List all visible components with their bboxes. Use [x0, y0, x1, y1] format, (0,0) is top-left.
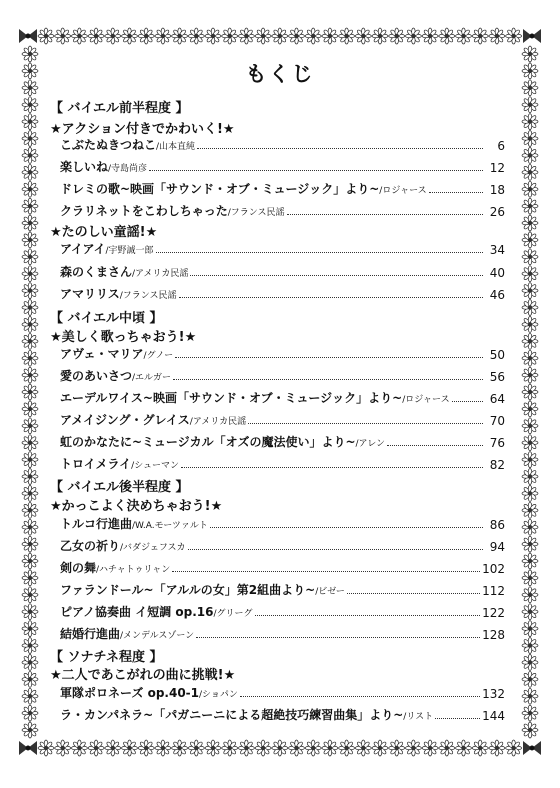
flower-ornament	[105, 28, 121, 44]
flower-ornament	[472, 28, 488, 44]
entry-title: クラリネットをこわしちゃった	[60, 204, 228, 218]
entry-composer: /ロジャース	[379, 186, 427, 196]
ribbon-ornament	[19, 29, 37, 43]
flower-ornament	[22, 485, 38, 501]
page-number: 82	[489, 458, 505, 472]
flower-ornament	[339, 740, 355, 756]
ribbon-ornament	[523, 741, 541, 755]
flower-ornament	[522, 604, 538, 620]
page-number: 18	[489, 183, 505, 197]
flower-ornament	[71, 740, 87, 756]
entry-composer: /寺島尚彦	[108, 164, 148, 174]
flower-ornament	[522, 316, 538, 332]
toc-entry[interactable]	[60, 135, 505, 153]
toc-entry[interactable]	[60, 157, 505, 175]
flower-ornament	[522, 705, 538, 721]
entry-composer: /W.A.モーツァルト	[132, 521, 208, 531]
dot-leader	[149, 169, 483, 171]
toc-entry[interactable]	[60, 284, 505, 302]
dot-leader	[156, 251, 483, 253]
flower-ornament	[456, 740, 472, 756]
group-heading: ★かっこよく決めちゃおう!★	[50, 499, 223, 514]
dot-leader	[248, 422, 483, 424]
flower-ornament	[522, 147, 538, 163]
flower-ornament	[522, 266, 538, 282]
flower-ornament	[22, 604, 38, 620]
entry-title: トロイメライ	[60, 457, 132, 471]
entry-title: アマリリス	[60, 287, 120, 301]
flower-ornament	[506, 28, 522, 44]
toc-entry[interactable]	[60, 705, 505, 723]
entry-composer: /ショパン	[199, 690, 238, 700]
entry-composer: /山本直純	[156, 142, 196, 152]
flower-ornament	[522, 283, 538, 299]
flower-ornament	[522, 671, 538, 687]
entry-composer: /フランス民謡	[227, 208, 285, 218]
entry-title: エーデルワイス~映画「サウンド・オブ・ミュージック」より~	[60, 391, 403, 405]
group-heading: ★たのしい童謡!★	[50, 225, 158, 240]
dot-leader	[181, 466, 483, 468]
flower-ornament	[372, 740, 388, 756]
flower-ornament	[138, 28, 154, 44]
flower-ornament	[506, 740, 522, 756]
flower-ornament	[522, 570, 538, 586]
flower-ornament	[522, 637, 538, 653]
dot-leader	[429, 191, 483, 193]
toc-entry[interactable]	[60, 514, 505, 532]
flower-ornament	[522, 502, 538, 518]
flower-ornament	[522, 401, 538, 417]
flower-ornament	[522, 452, 538, 468]
flower-ornament	[105, 740, 121, 756]
flower-ornament	[522, 249, 538, 265]
entry-title: ドレミの歌~映画「サウンド・オブ・ミュージック」より~	[60, 182, 380, 196]
flower-ornament	[22, 114, 38, 130]
flower-ornament	[422, 28, 438, 44]
flower-ornament	[22, 519, 38, 535]
flower-ornament	[522, 97, 538, 113]
flower-ornament	[439, 28, 455, 44]
entry-composer: /ロジャース	[402, 395, 450, 405]
flower-ornament	[55, 740, 71, 756]
flower-ornament	[22, 401, 38, 417]
flower-ornament	[22, 198, 38, 214]
flower-ornament	[22, 249, 38, 265]
flower-ornament	[439, 740, 455, 756]
flower-ornament	[155, 740, 171, 756]
flower-ornament	[522, 722, 538, 738]
flower-ornament	[238, 740, 254, 756]
page-number: 128	[482, 628, 505, 642]
dot-leader	[172, 570, 480, 572]
flower-ornament	[22, 316, 38, 332]
ribbon-ornament	[19, 741, 37, 755]
entry-composer: /フランス民謡	[119, 291, 177, 301]
toc-entry[interactable]	[60, 683, 505, 701]
flower-ornament	[255, 740, 271, 756]
flower-ornament	[522, 435, 538, 451]
entry-composer: /アメリカ民謡	[189, 417, 247, 427]
toc-entry[interactable]	[60, 558, 505, 576]
entry-composer: /リスト	[403, 712, 434, 722]
flower-ornament	[522, 418, 538, 434]
dot-leader	[210, 526, 483, 528]
flower-ornament	[172, 28, 188, 44]
flower-ornament	[522, 485, 538, 501]
flower-ornament	[472, 740, 488, 756]
flower-ornament	[22, 536, 38, 552]
entry-title: 乙女の祈り	[60, 539, 121, 553]
flower-ornament	[188, 28, 204, 44]
flower-ornament	[522, 519, 538, 535]
dot-leader	[190, 274, 483, 276]
entry-composer: /エルガー	[132, 373, 172, 383]
entry-title: 剣の舞	[60, 561, 97, 575]
flower-ornament	[22, 705, 38, 721]
flower-ornament	[22, 654, 38, 670]
page-title: もくじ	[245, 62, 315, 86]
flower-ornament	[389, 28, 405, 44]
toc-entry[interactable]	[60, 201, 505, 219]
entry-title: アメイジング・グレイス	[60, 413, 190, 427]
flower-ornament	[55, 28, 71, 44]
dot-leader	[175, 356, 483, 358]
entry-composer: /メンデルスゾーン	[120, 631, 195, 641]
flower-ornament	[38, 28, 54, 44]
flower-ornament	[522, 553, 538, 569]
section-heading: 【 バイエル前半程度 】	[50, 101, 189, 116]
entry-composer: /宇野誠一郎	[105, 246, 154, 256]
flower-ornament	[522, 688, 538, 704]
flower-ornament	[489, 740, 505, 756]
page-number: 12	[489, 161, 505, 175]
flower-ornament	[205, 740, 221, 756]
entry-title: トルコ行進曲	[60, 517, 133, 531]
entry-composer: /アレン	[355, 439, 385, 449]
entry-title: 楽しいね	[60, 160, 109, 174]
flower-ornament	[522, 333, 538, 349]
flower-ornament	[522, 130, 538, 146]
toc-entry[interactable]	[60, 410, 505, 428]
page-number: 46	[489, 288, 505, 302]
flower-ornament	[489, 28, 505, 44]
group-heading: ★アクション付きでかわいく!★	[50, 122, 235, 137]
flower-ornament	[22, 621, 38, 637]
flower-ornament	[22, 502, 38, 518]
flower-ornament	[355, 740, 371, 756]
flower-ornament	[22, 232, 38, 248]
flower-ornament	[22, 97, 38, 113]
flower-ornament	[522, 164, 538, 180]
entry-title: アイアイ	[60, 242, 106, 256]
flower-ornament	[22, 300, 38, 316]
page-number: 132	[482, 687, 505, 701]
toc-entry[interactable]	[60, 432, 505, 450]
flower-ornament	[22, 181, 38, 197]
flower-ornament	[71, 28, 87, 44]
page-number: 50	[489, 348, 505, 362]
flower-ornament	[38, 740, 54, 756]
flower-ornament	[22, 131, 38, 147]
flower-ornament	[372, 28, 388, 44]
flower-ornament	[22, 671, 38, 687]
flower-ornament	[88, 740, 104, 756]
entry-title: 虹のかなたに~ミュージカル「オズの魔法使い」より~	[60, 435, 356, 449]
flower-ornament	[172, 740, 188, 756]
entry-composer: /バダジェフスカ	[120, 543, 186, 553]
entry-composer: /グリーグ	[213, 609, 253, 619]
flower-ornament	[22, 164, 38, 180]
entry-title: アヴェ・マリア	[60, 347, 144, 361]
flower-ornament	[22, 333, 38, 349]
page-number: 112	[482, 584, 505, 598]
flower-ornament	[238, 28, 254, 44]
flower-ornament	[22, 215, 38, 231]
flower-ornament	[322, 740, 338, 756]
flower-ornament	[272, 28, 288, 44]
flower-ornament	[22, 553, 38, 569]
flower-ornament	[522, 181, 538, 197]
section-heading: 【 バイエル中頃 】	[50, 311, 163, 326]
dot-leader	[240, 695, 480, 697]
flower-ornament	[222, 740, 238, 756]
flower-ornament	[188, 740, 204, 756]
flower-ornament	[355, 28, 371, 44]
toc-entry[interactable]	[60, 366, 505, 384]
flower-ornament	[222, 28, 238, 44]
flower-ornament	[255, 28, 271, 44]
page-number: 122	[482, 606, 505, 620]
flower-ornament	[272, 740, 288, 756]
page-number: 144	[482, 709, 505, 723]
entry-composer: /ビゼー	[315, 587, 345, 597]
toc-entry[interactable]	[60, 580, 505, 598]
flower-ornament	[22, 283, 38, 299]
ribbon-ornament	[523, 29, 541, 43]
flower-ornament	[22, 722, 38, 738]
flower-ornament	[22, 384, 38, 400]
flower-ornament	[522, 654, 538, 670]
dot-leader	[196, 636, 480, 638]
group-heading: ★二人であこがれの曲に挑戦!★	[50, 668, 236, 683]
flower-ornament	[522, 468, 538, 484]
entry-composer: /アメリカ民謡	[132, 269, 189, 279]
dot-leader	[347, 592, 480, 594]
flower-ornament	[305, 28, 321, 44]
dot-leader	[179, 296, 483, 298]
flower-ornament	[22, 266, 38, 282]
flower-ornament	[322, 28, 338, 44]
flower-ornament	[522, 621, 538, 637]
flower-ornament	[22, 435, 38, 451]
flower-ornament	[289, 740, 305, 756]
flower-ornament	[22, 367, 38, 383]
toc-entry[interactable]	[60, 344, 505, 362]
flower-ornament	[22, 418, 38, 434]
entry-title: ラ・カンパネラ~「パガニーニによる超絶技巧練習曲集」より~	[60, 708, 404, 722]
flower-ornament	[405, 28, 421, 44]
flower-ornament	[456, 28, 472, 44]
flower-ornament	[22, 638, 38, 654]
flower-ornament	[289, 28, 305, 44]
flower-ornament	[522, 198, 538, 214]
entry-title: 軍隊ポロネーズ op.40-1	[60, 686, 200, 700]
flower-ornament	[22, 452, 38, 468]
flower-ornament	[389, 740, 405, 756]
dot-leader	[387, 444, 483, 446]
flower-ornament	[155, 28, 171, 44]
entry-title: 森のくまさん	[60, 265, 133, 279]
flower-ornament	[522, 587, 538, 603]
dot-leader	[435, 717, 480, 719]
flower-ornament	[122, 28, 138, 44]
flower-ornament	[522, 299, 538, 315]
entry-composer: /グノー	[143, 351, 174, 361]
page-number: 76	[489, 436, 505, 450]
toc-entry[interactable]	[60, 262, 505, 280]
flower-ornament	[22, 570, 38, 586]
dot-leader	[188, 548, 483, 550]
page-number: 86	[489, 518, 505, 532]
flower-ornament	[522, 367, 538, 383]
toc-entry[interactable]	[60, 179, 505, 197]
entry-composer: /シューマン	[131, 461, 180, 471]
flower-ornament	[22, 587, 38, 603]
toc-entry[interactable]	[60, 624, 505, 642]
flower-ornament	[22, 350, 38, 366]
flower-ornament	[339, 28, 355, 44]
dot-leader	[255, 614, 481, 616]
dot-leader	[287, 213, 483, 215]
flower-ornament	[138, 740, 154, 756]
entry-composer: /ハチャトゥリャン	[96, 565, 171, 575]
page-number: 70	[489, 414, 505, 428]
entry-title: 結婚行進曲	[60, 627, 121, 641]
toc-entry[interactable]	[60, 239, 505, 257]
flower-ornament	[22, 688, 38, 704]
entry-title: 愛のあいさつ	[60, 369, 133, 383]
entry-title: ピアノ協奏曲 イ短調 op.16	[60, 605, 214, 619]
flower-ornament	[522, 536, 538, 552]
flower-ornament	[88, 28, 104, 44]
toc-entry[interactable]	[60, 454, 505, 472]
section-heading: 【 ソナチネ程度 】	[50, 650, 163, 665]
flower-ornament	[422, 740, 438, 756]
dot-leader	[197, 147, 483, 149]
flower-ornament	[522, 215, 538, 231]
flower-ornament	[305, 740, 321, 756]
flower-ornament	[522, 114, 538, 130]
page-number: 102	[482, 562, 505, 576]
page-number: 6	[497, 139, 505, 153]
toc-entry[interactable]	[60, 536, 505, 554]
entry-title: ファランドール~「アルルの女」第2組曲より~	[60, 583, 316, 597]
flower-ornament	[522, 350, 538, 366]
group-heading: ★美しく歌っちゃおう!★	[50, 330, 197, 345]
page-number: 94	[489, 540, 505, 554]
flower-ornament	[522, 232, 538, 248]
page-number: 34	[489, 243, 505, 257]
flower-ornament	[405, 740, 421, 756]
toc-entry[interactable]	[60, 602, 505, 620]
page-number: 26	[489, 205, 505, 219]
dot-leader	[452, 400, 483, 402]
flower-ornament	[122, 740, 138, 756]
flower-ornament	[522, 384, 538, 400]
flower-ornament	[22, 469, 38, 485]
page-number: 40	[489, 266, 505, 280]
page-number: 64	[489, 392, 505, 406]
flower-ornament	[205, 28, 221, 44]
flower-ornament	[22, 147, 38, 163]
page-number: 56	[489, 370, 505, 384]
dot-leader	[173, 378, 483, 380]
section-heading: 【 バイエル後半程度 】	[50, 480, 189, 495]
entry-title: こぶたぬきつねこ	[60, 138, 157, 152]
toc-entry[interactable]	[60, 388, 505, 406]
